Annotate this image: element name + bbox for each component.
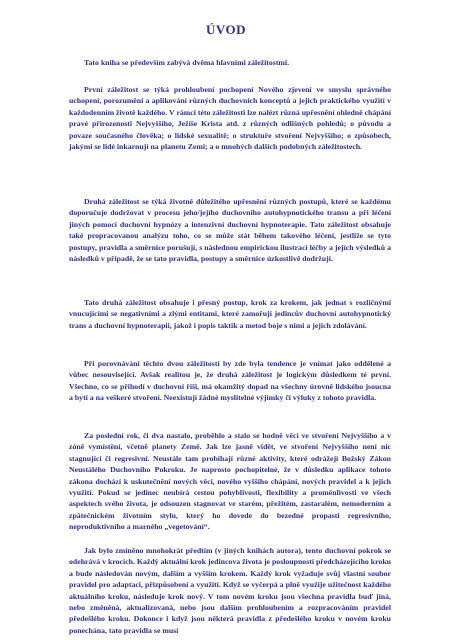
page-title: ÚVOD [205,22,247,37]
paragraph: První záležitost se týká prohloubení pochopení Nového zjevení ve smyslu správného uchopení, porozumění a aplikování různých duchovních konceptů a jejich praktického využití v každodenním životě každého. V rámci této záležitosti lze nalézt různá upřesnění ohledně chápání pravé přirozenosti Nejvyššího, Ježíše Krista atd. z různých odlišných pohledů; o původu a povaze současného člověka; o lidské sexualitě; o struktuře stvoření Nejvyššího; o způsobech, jakými se lidé inkarnují na planetu Zemi; a o mnohých dalších podobných záležitostech. [69,85,391,152]
paragraph: Tato druhá záležitost obsahuje i přesný postup, krok za krokem, jak jednat s rozličnými vnucujícími se negativními a zlými entitami, které zamořují jedincův duchovní autohypnotický trans a duchovní hypnoterapii, jakož i popis taktik a metod boje s nimi a jejich zdolávání. [69,298,391,330]
paragraph: Při porovnávání těchto dvou záležitostí by zde byla tendence je vnímat jako oddělené a vůbec nesouvisející. Avšak realitou je, že druhá záležitost je logickým důsledkem té první. Všechno, co se přihodí v duchovní říši, má okamžitý dopad na všechny úrovně lidského jsoucna a bytí a na veškeré stvoření. Neexistují žádné myslitelné výjimky či výluky z tohoto pravidla. [69,359,391,403]
paragraph: Tato kniha se především zabývá dvěma hlavními záležitostmi. [84,58,290,67]
paragraph: Druhá záležitost se týká životně důležitého upřesnění různých postupů, které se každému doporučuje dodržovat v procesu jeho/jejího duchovního autohypnotického transu a při léčení jiných pomocí duchovní hypnózy a intenzivní duchovní hypnoterapie. Tato záležitost obsahuje také propracovanou analýzu toho, co se může stát během takového léčení, jestliže se tyto postupy, pravidla a směrnice porušují, s následnou empirickou ilustrací léčby a jejích výsledků a následků v případě, že se tato pravidla, postupy a směrnice úzkostlivě dodržují. [69,197,391,264]
paragraph: Za poslední rok, či dva nastalo, proběhlo a stalo se hodně věcí ve stvoření Nejvyššího a v zóně vymístění, včetně planety Země. Jak lze jasně vidět, ve stvoření Nejvyššího není nic stagnující či regresivní. Neustále tam probíhají různé aktivity, které odrážejí Božský Zákon Neustálého Duchovního Pokroku. Je naprosto pochopitelné, že v důsledku aplikace tohoto zákona dochází k uskutečnění nových věcí, nového vyššího chápání, nových pravidel a k jejich využití. Pokud se jedinec neubírá cestou pohyblivosti, flexibility a proměnlivosti ve všech aspektech svého života, je odsouzen stagnovat ve starém, přežitém, zastaralém, nemoderním a zpátečnickém životním stylu, který ho dovede do bezedné propasti regresivního, neproduktivního a marného „vegetování“. [69,431,391,532]
paragraph: Jak bylo zmíněno mnohokrát předtím (v jiných knihách autora), tento duchovní pokrok se odehrává v krocích. Každý aktuální krok jedincova života je posloupností předcházejícího kroku a bude následován novým, dalším a vyšším krokem. Každý krok vyžaduje svůj vlastní soubor pravidel pro adaptaci, přizpůsobení a využití. Když se vyčerpá a plně využije užitečnost každého aktuálního kroku, následuje krok nový. V tom novém kroku jsou všechna pravidla buď jiná, nebo změněná, aktualizovaná, nebo jsou dalším prohloubením a rozpracováním pravidel předešlého kroku. Dokonce i když jsou některá pravidla z předešlého kroku v novém kroku ponechána, tato pravidla se musí [69,546,391,635]
